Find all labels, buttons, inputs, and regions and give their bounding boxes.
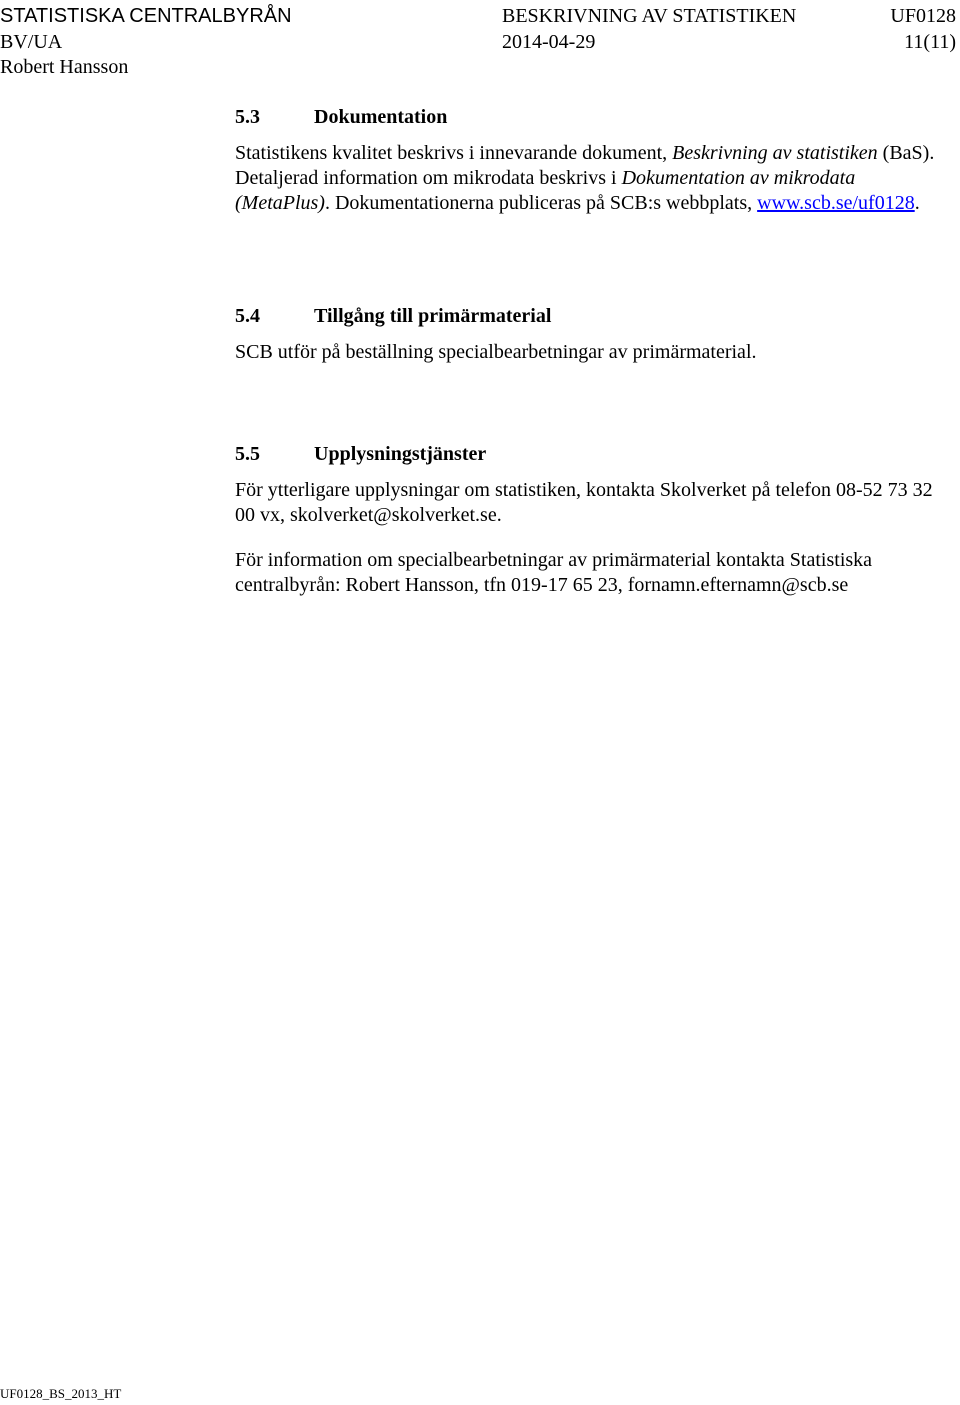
header-author: Robert Hansson: [0, 56, 129, 78]
text-run: (BaS). Detaljerad information om mikrodata beskrivs i: [235, 142, 935, 189]
section-title: Dokumentation: [314, 106, 448, 128]
section-paragraph: För information om specialbearbetningar av primärmaterial kontakta Statistiska centralbyrån: Robert Hansson, tfn 019-17 65 23, fornamn.efternamn@scb.se: [235, 549, 873, 596]
document-title-bas: Beskrivning av statistiken: [672, 142, 878, 164]
section-paragraph: För ytterligare upplysningar om statistiken, kontakta Skolverket på telefon 08-52 73 32 00 vx, skolverket@skolverket.se.: [235, 479, 933, 526]
section-heading: [235, 442, 950, 466]
text-run: . Dokumentationerna publiceras på SCB:s webbplats,: [324, 192, 758, 214]
footer-code: UF0128_BS_2013_HT: [0, 1386, 122, 1401]
section-paragraph: [235, 141, 950, 216]
header-organization: STATISTISKA CENTRALBYRÅN: [0, 5, 292, 27]
document-title-metaplus: Dokumentation av mikrodata (MetaPlus): [235, 167, 856, 214]
header-product-code: UF0128: [890, 5, 956, 27]
text-run: Statistikens kvalitet beskrivs i innevarande dokument,: [235, 142, 673, 164]
section-title: Tillgång till primärmaterial: [314, 305, 552, 327]
header-document-type: BESKRIVNING AV STATISTIKEN: [502, 5, 797, 27]
section-number: 5.3: [235, 106, 260, 128]
text-run: .: [914, 192, 920, 214]
section-heading: [235, 105, 950, 129]
section-number: 5.5: [235, 443, 260, 465]
scb-website-link[interactable]: www.scb.se/uf0128: [757, 192, 915, 214]
header-page-number: 11(11): [904, 31, 956, 53]
section-paragraph: SCB utför på beställning specialbearbetningar av primärmaterial.: [235, 341, 757, 363]
section-upplysningstjanster: [235, 442, 950, 598]
header-department: BV/UA: [0, 31, 63, 53]
section-title: Upplysningstjänster: [314, 443, 487, 465]
section-heading: [235, 304, 950, 328]
header-date: 2014-04-29: [502, 31, 596, 53]
section-number: 5.4: [235, 305, 260, 327]
section-dokumentation: [235, 105, 950, 216]
section-tillgang: [235, 304, 950, 365]
